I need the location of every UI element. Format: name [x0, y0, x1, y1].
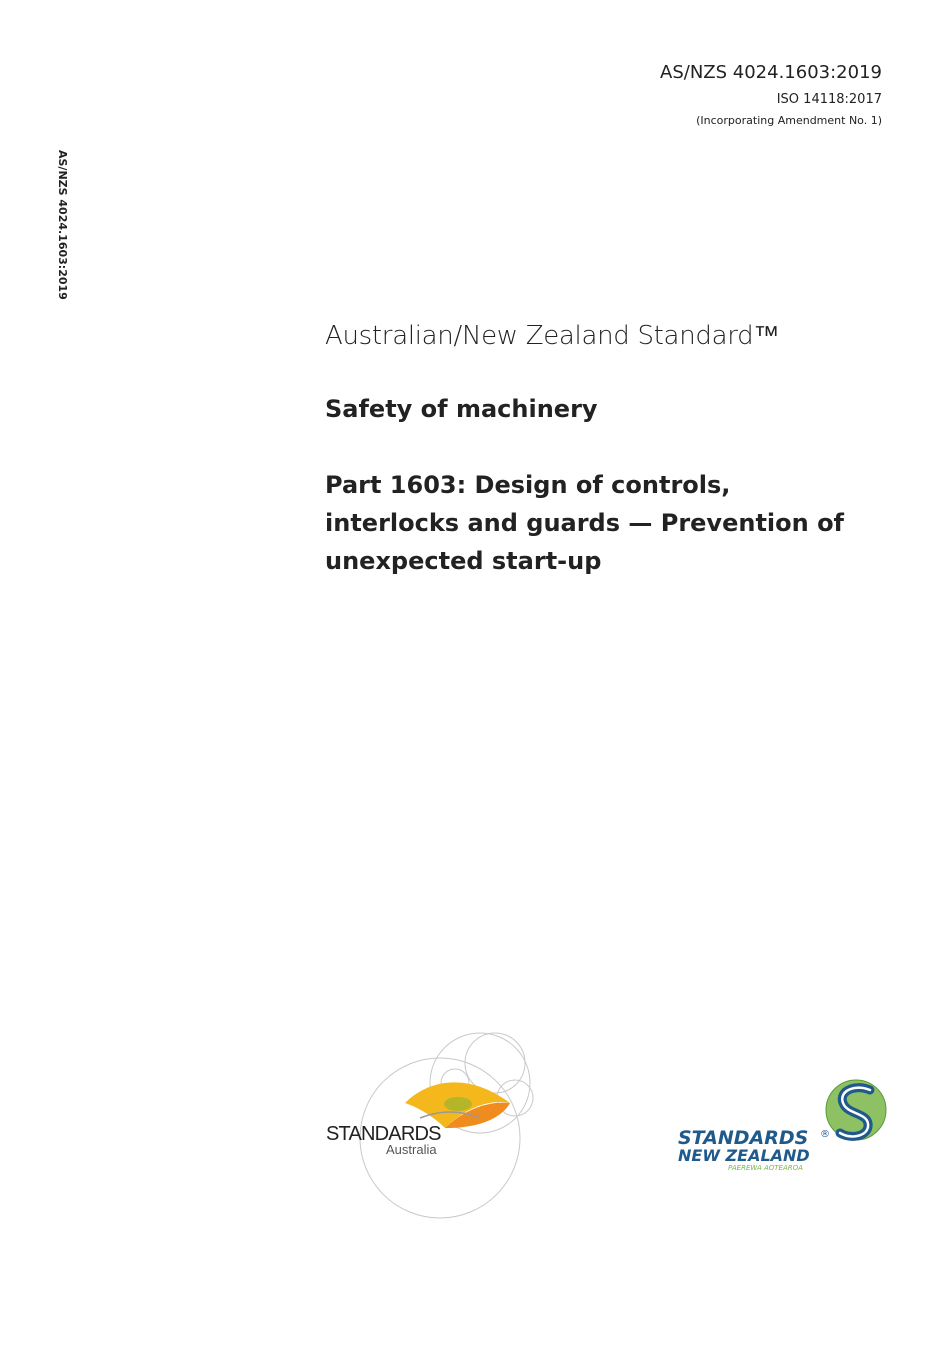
snz-logo-line3: PAEREWA AOTEAROA [728, 1164, 803, 1172]
document-subtitle [325, 466, 885, 580]
document-title: Safety of machinery [325, 395, 598, 423]
standard-number: AS/NZS 4024.1603:2019 [660, 62, 882, 83]
amendment-note: (Incorporating Amendment No. 1) [696, 114, 882, 127]
iso-number: ISO 14118:2017 [776, 92, 882, 107]
snz-logo-reg: ® [820, 1129, 830, 1140]
sa-logo-line2: Australia [386, 1142, 437, 1157]
spine-label: AS/NZS 4024.1603:2019 [56, 150, 69, 300]
subtitle-line: unexpected start-up [325, 547, 602, 575]
snz-logo-line2: NEW ZEALAND [678, 1146, 810, 1165]
snz-logo-line1: STANDARDS [678, 1127, 809, 1149]
series-name: Australian/New Zealand Standard™ [325, 321, 780, 351]
subtitle-line: interlocks and guards — Prevention of [325, 509, 844, 537]
swoosh-olive-shape [444, 1097, 472, 1111]
subtitle-line: Part 1603: Design of controls, [325, 471, 731, 499]
standards-australia-logo [320, 1018, 535, 1233]
standards-new-zealand-logo [672, 1075, 892, 1175]
sa-logo-line1: STANDARDS [326, 1123, 441, 1145]
